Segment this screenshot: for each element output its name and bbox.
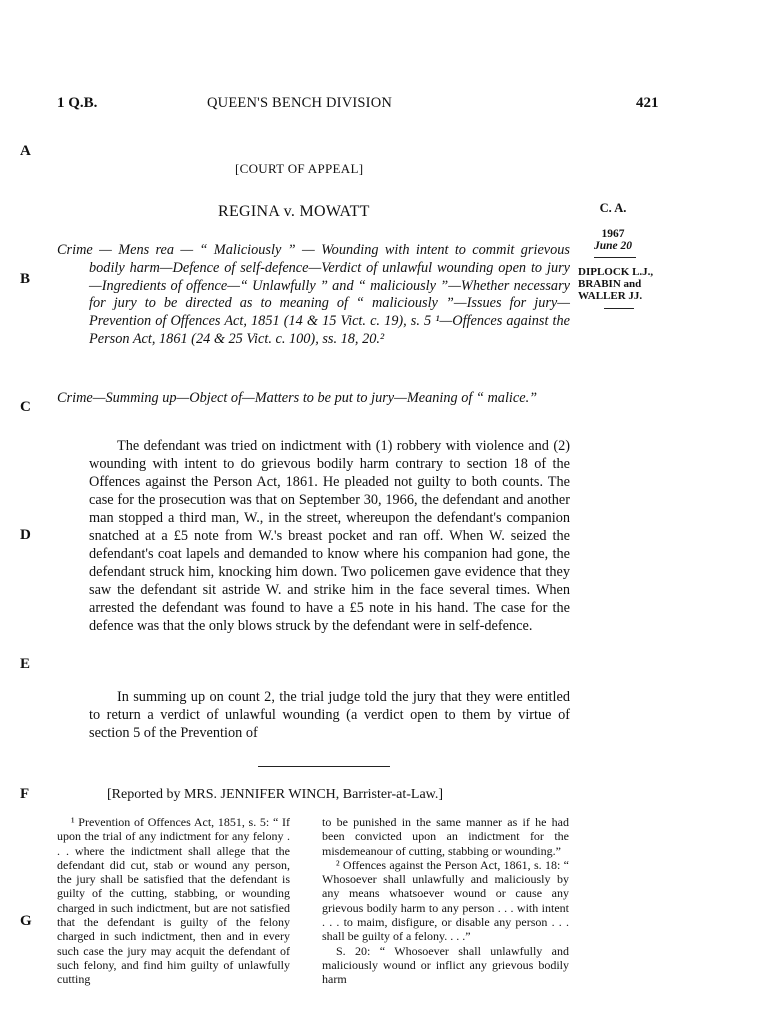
reported-by: [Reported by MRS. JENNIFER WINCH, Barrister-at-Law.] [107,787,444,802]
margin-letter-c: C [20,399,31,415]
footnote-1: ¹ Prevention of Offences Act, 1851, s. 5: “ If upon the trial of any indictment for any felony . . . where the indictment shall allege that the defendant did cut, stab or wound any person, the jury shall be satisfied that the defendant is guilty of the cutting, stabbing, or wounding charged in such indictment, but are not satisfied that the defendant is guilty of the felony charged in such indictment, then and in every such case the jury may acquit the defendant of such felony, and find him guilty of unlawfully cutting [57,815,290,987]
side-note-judges: DIPLOCK L.J., BRABIN and WALLER JJ. [578,266,654,302]
running-head-title: QUEEN'S BENCH DIVISION [207,95,393,111]
side-note-rule-bottom [604,308,634,309]
side-note-date: June 20 [593,240,633,252]
footnote-2: ² Offences against the Person Act, 1861, s. 18: “ Whosoever shall unlawfully and maliciously by any means whatsoever wound or cause any grievous bodily harm to any person . . . with intent . . . to maim, disfigure, or disable any person . . . shall be guilty of a felony. . . .” [322,857,569,944]
running-head-volume: 1 Q.B. [57,95,98,111]
separator-rule [258,766,390,767]
court-label: [COURT OF APPEAL] [235,161,364,176]
footnotes-right-column [322,815,569,987]
side-note-rule-top [594,257,636,258]
side-note-year: 1967 [601,228,625,240]
footnote-2-s20: S. 20: “ Whosoever shall unlawfully and maliciously wound or inflict any grievous bodily harm [322,943,569,987]
case-title: REGINA v. MOWATT [218,203,370,220]
body-paragraph-1: The defendant was tried on indictment with (1) robbery with violence and (2) wounding with intent to do grievous bodily harm contrary to section 18 of the Offences against the Person Act, 1861. He pleaded not guilty to both counts. The case for the prosecution was that on September 30, 1966, the defendant and another man stopped a third man, W., in the street, whereupon the defendant's companion snatched at a £5 note from W.'s breast pocket and ran off. When W. seized the defendant's coat lapels and demanded to know where his companion had gone, the defendant struck him, knocking him down. Two policemen gave evidence that they saw the defendant sit astride W. and strike him in the face several times. When arrested the defendant was found to have a £5 note in his hand. The case for the defence was that the only blows struck by the defendant were in self-defence. [89,438,570,634]
headnote-catchwords-2: Crime—Summing up—Object of—Matters to be put to jury—Meaning of “ malice.” [57,390,538,406]
margin-letter-b: B [20,271,31,287]
page-number: 421 [636,95,659,111]
margin-letter-g: G [20,913,32,929]
margin-letter-a: A [20,143,31,159]
footnote-1-continued: to be punished in the same manner as if he had been convicted upon an indictment for the misdemeanour of cutting, stabbing or wounding.” [322,815,569,858]
margin-letter-d: D [20,527,31,543]
margin-letter-e: E [20,656,31,672]
side-note-court: C. A. [599,201,627,215]
headnote-catchwords-1: Crime — Mens rea — “ Maliciously ” — Wounding with intent to commit grievous bodily harm—Defence of self-defence—Verdict of unlawful wounding open to jury—Ingredients of offence—“ Unlawfully ” and “ maliciously ”—Whether necessary for jury to be directed as to meaning of “ maliciously ”—Issues for jury—Prevention of Offences Act, 1851 (14 & 15 Vict. c. 19), s. 5 ¹—Offences against the Person Act, 1861 (24 & 25 Vict. c. 100), ss. 18, 20.² [57,242,570,347]
body-paragraph-2: In summing up on count 2, the trial judge told the jury that they were entitled to return a verdict of unlawful wounding (a verdict open to them by virtue of section 5 of the Prevention of [89,689,570,741]
margin-letter-f: F [20,786,30,802]
